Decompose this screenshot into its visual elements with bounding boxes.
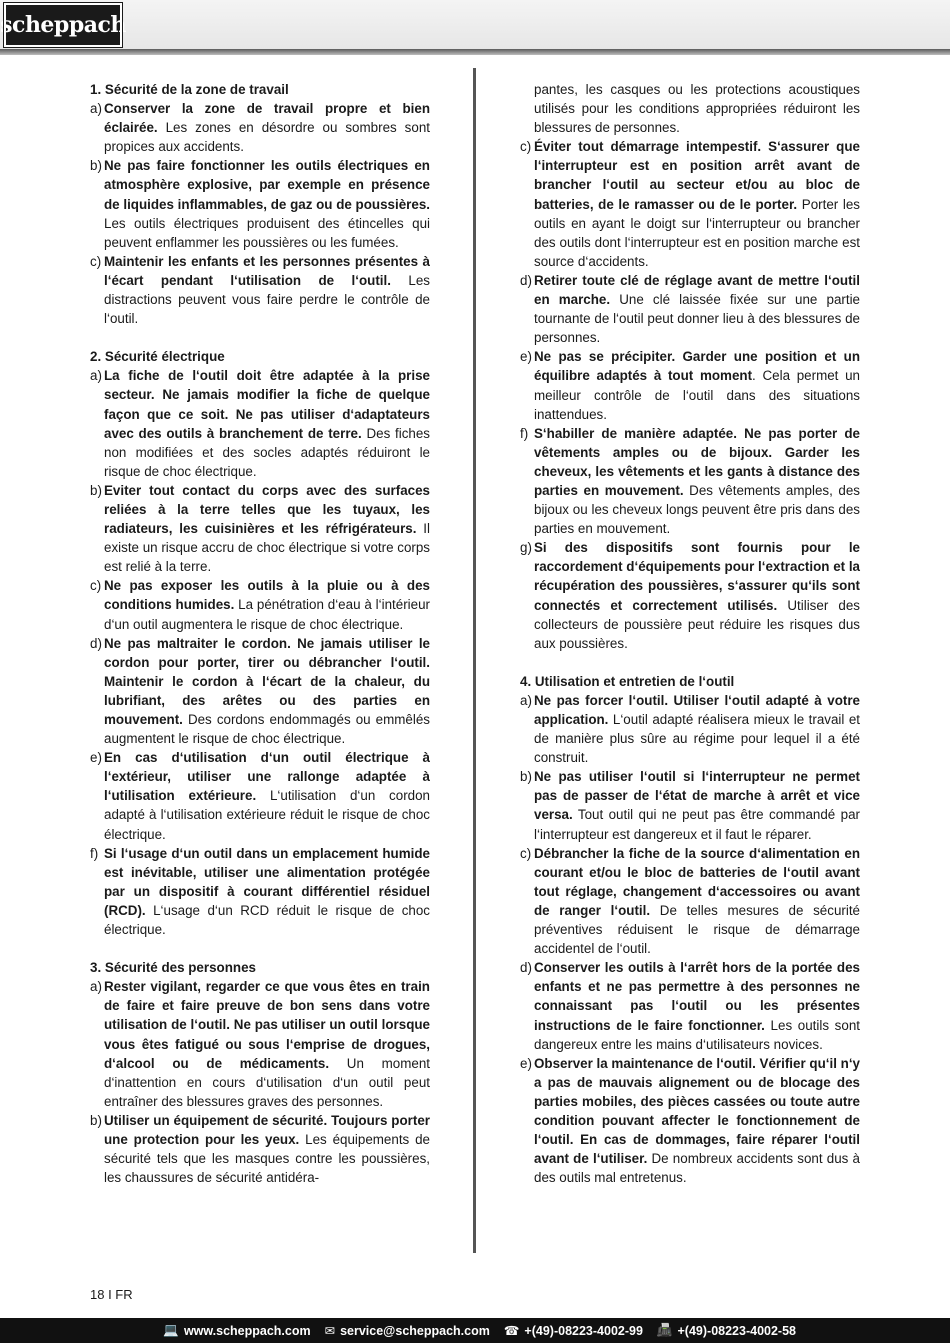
- item-normal-text: Des cordons endommagés ou emmêlés augmentent le risque de choc électrique.: [104, 712, 430, 747]
- item-label: a): [90, 979, 102, 995]
- item-bold-text: Maintenir les enfants et les personnes présentes à l‘écart pendant l‘utilisation de l‘outil.: [104, 253, 430, 288]
- list-item: [520, 538, 860, 653]
- item-bold-text: Ne pas utiliser l‘outil si l‘interrupteur ne permet pas de passer de l‘état de marche à arrêt et vice versa.: [534, 769, 860, 823]
- list-item: [520, 691, 860, 767]
- item-bold-text: Ne pas maltraiter le cordon. Ne jamais utiliser le cordon pour porter, tirer ou débrancher l‘outil. Maintenir le cordon à l‘écart de la chaleur, du lubrifiant, des arêtes ou des parties en mouvement.: [104, 635, 430, 727]
- section-gap: [90, 328, 430, 347]
- item-normal-text: L‘usage d‘un RCD réduit le risque de choc électrique.: [104, 902, 430, 938]
- item-normal-text: Des fiches non modifiées et des socles adaptés réduiront le risque de choc électrique.: [104, 425, 431, 479]
- item-label: b): [90, 158, 102, 174]
- fax-icon: 📠: [656, 1323, 673, 1337]
- item-bold-text: Débrancher la fiche de la source d‘alimentation en courant et/ou le bloc de batteries de l‘outil avant tout réglage, changement d‘accessoires ou avant de ranger l‘outil.: [534, 845, 860, 918]
- phone-text: +(49)-08223-4002-99: [524, 1323, 643, 1338]
- page-number: 18 I FR: [90, 1287, 133, 1302]
- item-label: d): [90, 635, 102, 651]
- list-item: [520, 137, 860, 271]
- computer-icon: 💻: [163, 1323, 179, 1337]
- item-label: a): [90, 368, 102, 384]
- item-bold-text: La fiche de l‘outil doit être adaptée à la prise secteur. Ne jamais modifier la fiche de quelque façon que ce soit. Ne pas utiliser d‘adaptateurs avec des outils à branchement de terre.: [104, 368, 430, 441]
- item-label: f): [90, 845, 99, 861]
- item-normal-text: Les zones en désordre ou sombres sont propices aux accidents.: [104, 120, 430, 155]
- item-normal-text: La pénétration d‘eau à l‘intérieur d‘un outil augmentera le risque de choc électrique.: [104, 597, 430, 632]
- item-label: g): [520, 540, 532, 556]
- list-item: [90, 977, 430, 1111]
- item-bold-text: Retirer toute clé de réglage avant de mettre l‘outil en marche.: [534, 272, 860, 308]
- list-item: [90, 156, 430, 251]
- list-item: [90, 844, 430, 939]
- section-gap: [520, 653, 860, 672]
- item-label: d): [520, 272, 532, 288]
- item-bold-text: Conserver les outils à l‘arrêt hors de la portée des enfants et ne pas permettre à des personnes ne connaissant pas l‘outil ou les présentes instructions de le faire fonctionner.: [534, 960, 860, 1033]
- list-item: [520, 844, 860, 959]
- continued-text: pantes, les casques ou les protections acoustiques utilisés pour les conditions appropriées réduiront les blessures de personnes.: [534, 82, 860, 136]
- list-item: [90, 634, 430, 749]
- item-normal-text: L‘utilisation d‘un cordon adapté à l‘utilisation extérieure réduit le risque de choc électrique.: [104, 788, 430, 842]
- item-bold-text: Observer la maintenance de l‘outil. Vérifier qu‘il n‘y a pas de mauvais alignement ou de blocage des parties mobiles, des pièces cassées ou toute autre condition pouvant affecter le fonctionnement de l‘outil. En cas de dommages, faire réparer l‘outil avant de l‘utiliser.: [534, 1055, 860, 1167]
- item-label: e): [520, 349, 532, 365]
- item-normal-text: De nombreux accidents sont dus à des outils mal entretenus.: [534, 1151, 861, 1186]
- mail-icon: ✉: [324, 1324, 336, 1338]
- item-normal-text: Les outils électriques produisent des étincelles qui peuvent enflammer les poussières ou les fumées.: [104, 215, 430, 250]
- left-column: [90, 80, 430, 1187]
- page-footer: [0, 1318, 950, 1343]
- fax-text: +(49)-08223-4002-58: [677, 1323, 796, 1338]
- list-item: [520, 958, 860, 1053]
- item-label: c): [520, 845, 532, 861]
- item-label: e): [90, 750, 102, 766]
- list-item: [90, 99, 430, 156]
- column-divider: [473, 68, 476, 1253]
- item-label: a): [90, 101, 102, 117]
- footer-phone: [504, 1323, 643, 1338]
- list-item: [90, 1111, 430, 1187]
- item-label: b): [520, 769, 532, 785]
- item-label: e): [520, 1055, 532, 1071]
- footer-fax: [657, 1323, 796, 1338]
- item-bold-text: S‘habiller de manière adaptée. Ne pas porter de vêtements amples ou de bijoux. Garder les cheveux, les vêtements et les gants à distance des parties en mouvement.: [534, 425, 860, 498]
- item-bold-text: Ne pas exposer les outils à la pluie ou à des conditions humides.: [104, 578, 430, 613]
- section-title: 4. Utilisation et entretien de l‘outil: [520, 673, 735, 689]
- item-label: f): [520, 425, 529, 441]
- item-label: d): [520, 960, 532, 976]
- item-label: c): [90, 253, 102, 269]
- item-bold-text: Eviter tout contact du corps avec des surfaces reliées à la terre telles que les tuyaux, les radiateurs, les cuisinières et les réfrigérateurs.: [104, 482, 430, 537]
- item-label: c): [520, 139, 532, 155]
- item-bold-text: Conserver la zone de travail propre et bien éclairée.: [104, 101, 430, 136]
- right-column: [520, 80, 860, 1187]
- item-normal-text: Un moment d‘inattention en cours d‘utilisation d‘un outil peut entraîner des blessures graves des personnes.: [104, 1055, 430, 1109]
- footer-website[interactable]: [163, 1323, 310, 1338]
- item-bold-text: Rester vigilant, regarder ce que vous êtes en train de faire et faire preuve de bon sens dans votre utilisation de l‘outil. Ne pas utiliser un outil lorsque vous êtes fatigué ou sous l‘emprise de drogues, d‘alcool ou de médicaments.: [104, 979, 430, 1071]
- item-normal-text: L‘outil adapté réalisera mieux le travail et de manière plus sûre au régime pour lequel il a été construit.: [534, 712, 860, 766]
- list-item: [90, 576, 430, 633]
- phone-icon: ☎: [503, 1324, 520, 1338]
- item-label: a): [520, 692, 532, 708]
- item-normal-text: De telles mesures de sécurité préventives réduisent le risque de démarrage accidentel de l‘outil.: [534, 902, 860, 957]
- item-bold-text: Ne pas se précipiter. Garder une position et un équilibre adaptés à tout moment: [534, 349, 860, 384]
- item-normal-text: Porter les outils en ayant le doigt sur l‘interrupteur ou brancher des outils dont l‘interrupteur est en position marche est source d‘accidents.: [534, 196, 861, 269]
- item-normal-text: Des vêtements amples, des bijoux ou les cheveux longs peuvent être pris dans des parties en mouvement.: [534, 482, 860, 537]
- page-header: [0, 0, 950, 50]
- list-item: [90, 366, 430, 481]
- item-normal-text: Tout outil qui ne peut pas être commandé par l‘interrupteur est dangereux et il faut le réparer.: [534, 807, 860, 842]
- list-item: [520, 271, 860, 347]
- list-item: [520, 767, 860, 843]
- email-text: service@scheppach.com: [340, 1323, 490, 1338]
- section-title: 1. Sécurité de la zone de travail: [90, 82, 289, 97]
- item-label: b): [90, 1112, 102, 1128]
- item-bold-text: Ne pas faire fonctionner les outils électriques en atmosphère explosive, par exemple en présence de liquides inflammables, de gaz ou de poussières.: [104, 158, 430, 212]
- list-item: [520, 347, 860, 423]
- item-normal-text: Il existe un risque accru de choc électrique si votre corps est relié à la terre.: [104, 521, 430, 575]
- item-normal-text: Les équipements de sécurité tels que les masques contre les poussières, les chaussures de sécurité antidéra-: [104, 1131, 430, 1186]
- item-label: b): [90, 482, 102, 498]
- item-normal-text: Utiliser des collecteurs de poussière peut réduire les risques dus aux poussières.: [534, 597, 860, 651]
- list-item: [520, 424, 860, 539]
- item-normal-text: Les distractions peuvent vous faire perdre le contrôle de l‘outil.: [104, 272, 430, 327]
- website-text: www.scheppach.com: [183, 1323, 311, 1338]
- item-normal-text: Une clé laissée fixée sur une partie tournante de l‘outil peut donner lieu à des blessures de personnes.: [534, 292, 860, 346]
- item-normal-text: . Cela permet un meilleur contrôle de l‘outil dans des situations inattendues.: [534, 368, 860, 422]
- footer-email[interactable]: [325, 1323, 490, 1338]
- item-normal-text: Les outils sont dangereux entre les mains d‘utilisateurs novices.: [534, 1017, 860, 1052]
- logo-text: scheppach: [0, 12, 126, 38]
- header-rule: [0, 49, 950, 55]
- section-title: 3. Sécurité des personnes: [90, 960, 256, 976]
- item-bold-text: Éviter tout démarrage intempestif. S‘assurer que l‘interrupteur est en position arrêt avant de brancher l‘outil au secteur et/ou au bloc de batteries, de le ramasser ou de le porter.: [534, 139, 860, 212]
- scheppach-logo: [0, 3, 126, 47]
- list-item: [90, 481, 430, 576]
- list-item: [520, 1054, 860, 1188]
- list-item: [90, 252, 430, 328]
- item-bold-text: Si des dispositifs sont fournis pour le raccordement d‘équipements pour l‘extraction et la récupération des poussières, s‘assurer qu‘ils sont connectés et correctement utilisés.: [534, 540, 860, 613]
- section-gap: [90, 939, 430, 958]
- item-label: c): [90, 578, 102, 594]
- list-item: [90, 748, 430, 843]
- item-bold-text: Utiliser un équipement de sécurité. Toujours porter une protection pour les yeux.: [104, 1112, 430, 1147]
- section-title: 2. Sécurité électrique: [90, 349, 225, 365]
- item-bold-text: Ne pas forcer l‘outil. Utiliser l‘outil adapté à votre application.: [534, 692, 860, 727]
- item-bold-text: Si l‘usage d‘un outil dans un emplacement humide est inévitable, utiliser une alimentation protégée par un dispositif à courant différentiel résiduel (RCD).: [104, 845, 430, 918]
- item-bold-text: En cas d‘utilisation d‘un outil électrique à l‘extérieur, utiliser une rallonge adaptée à l‘utilisation extérieure.: [104, 750, 430, 804]
